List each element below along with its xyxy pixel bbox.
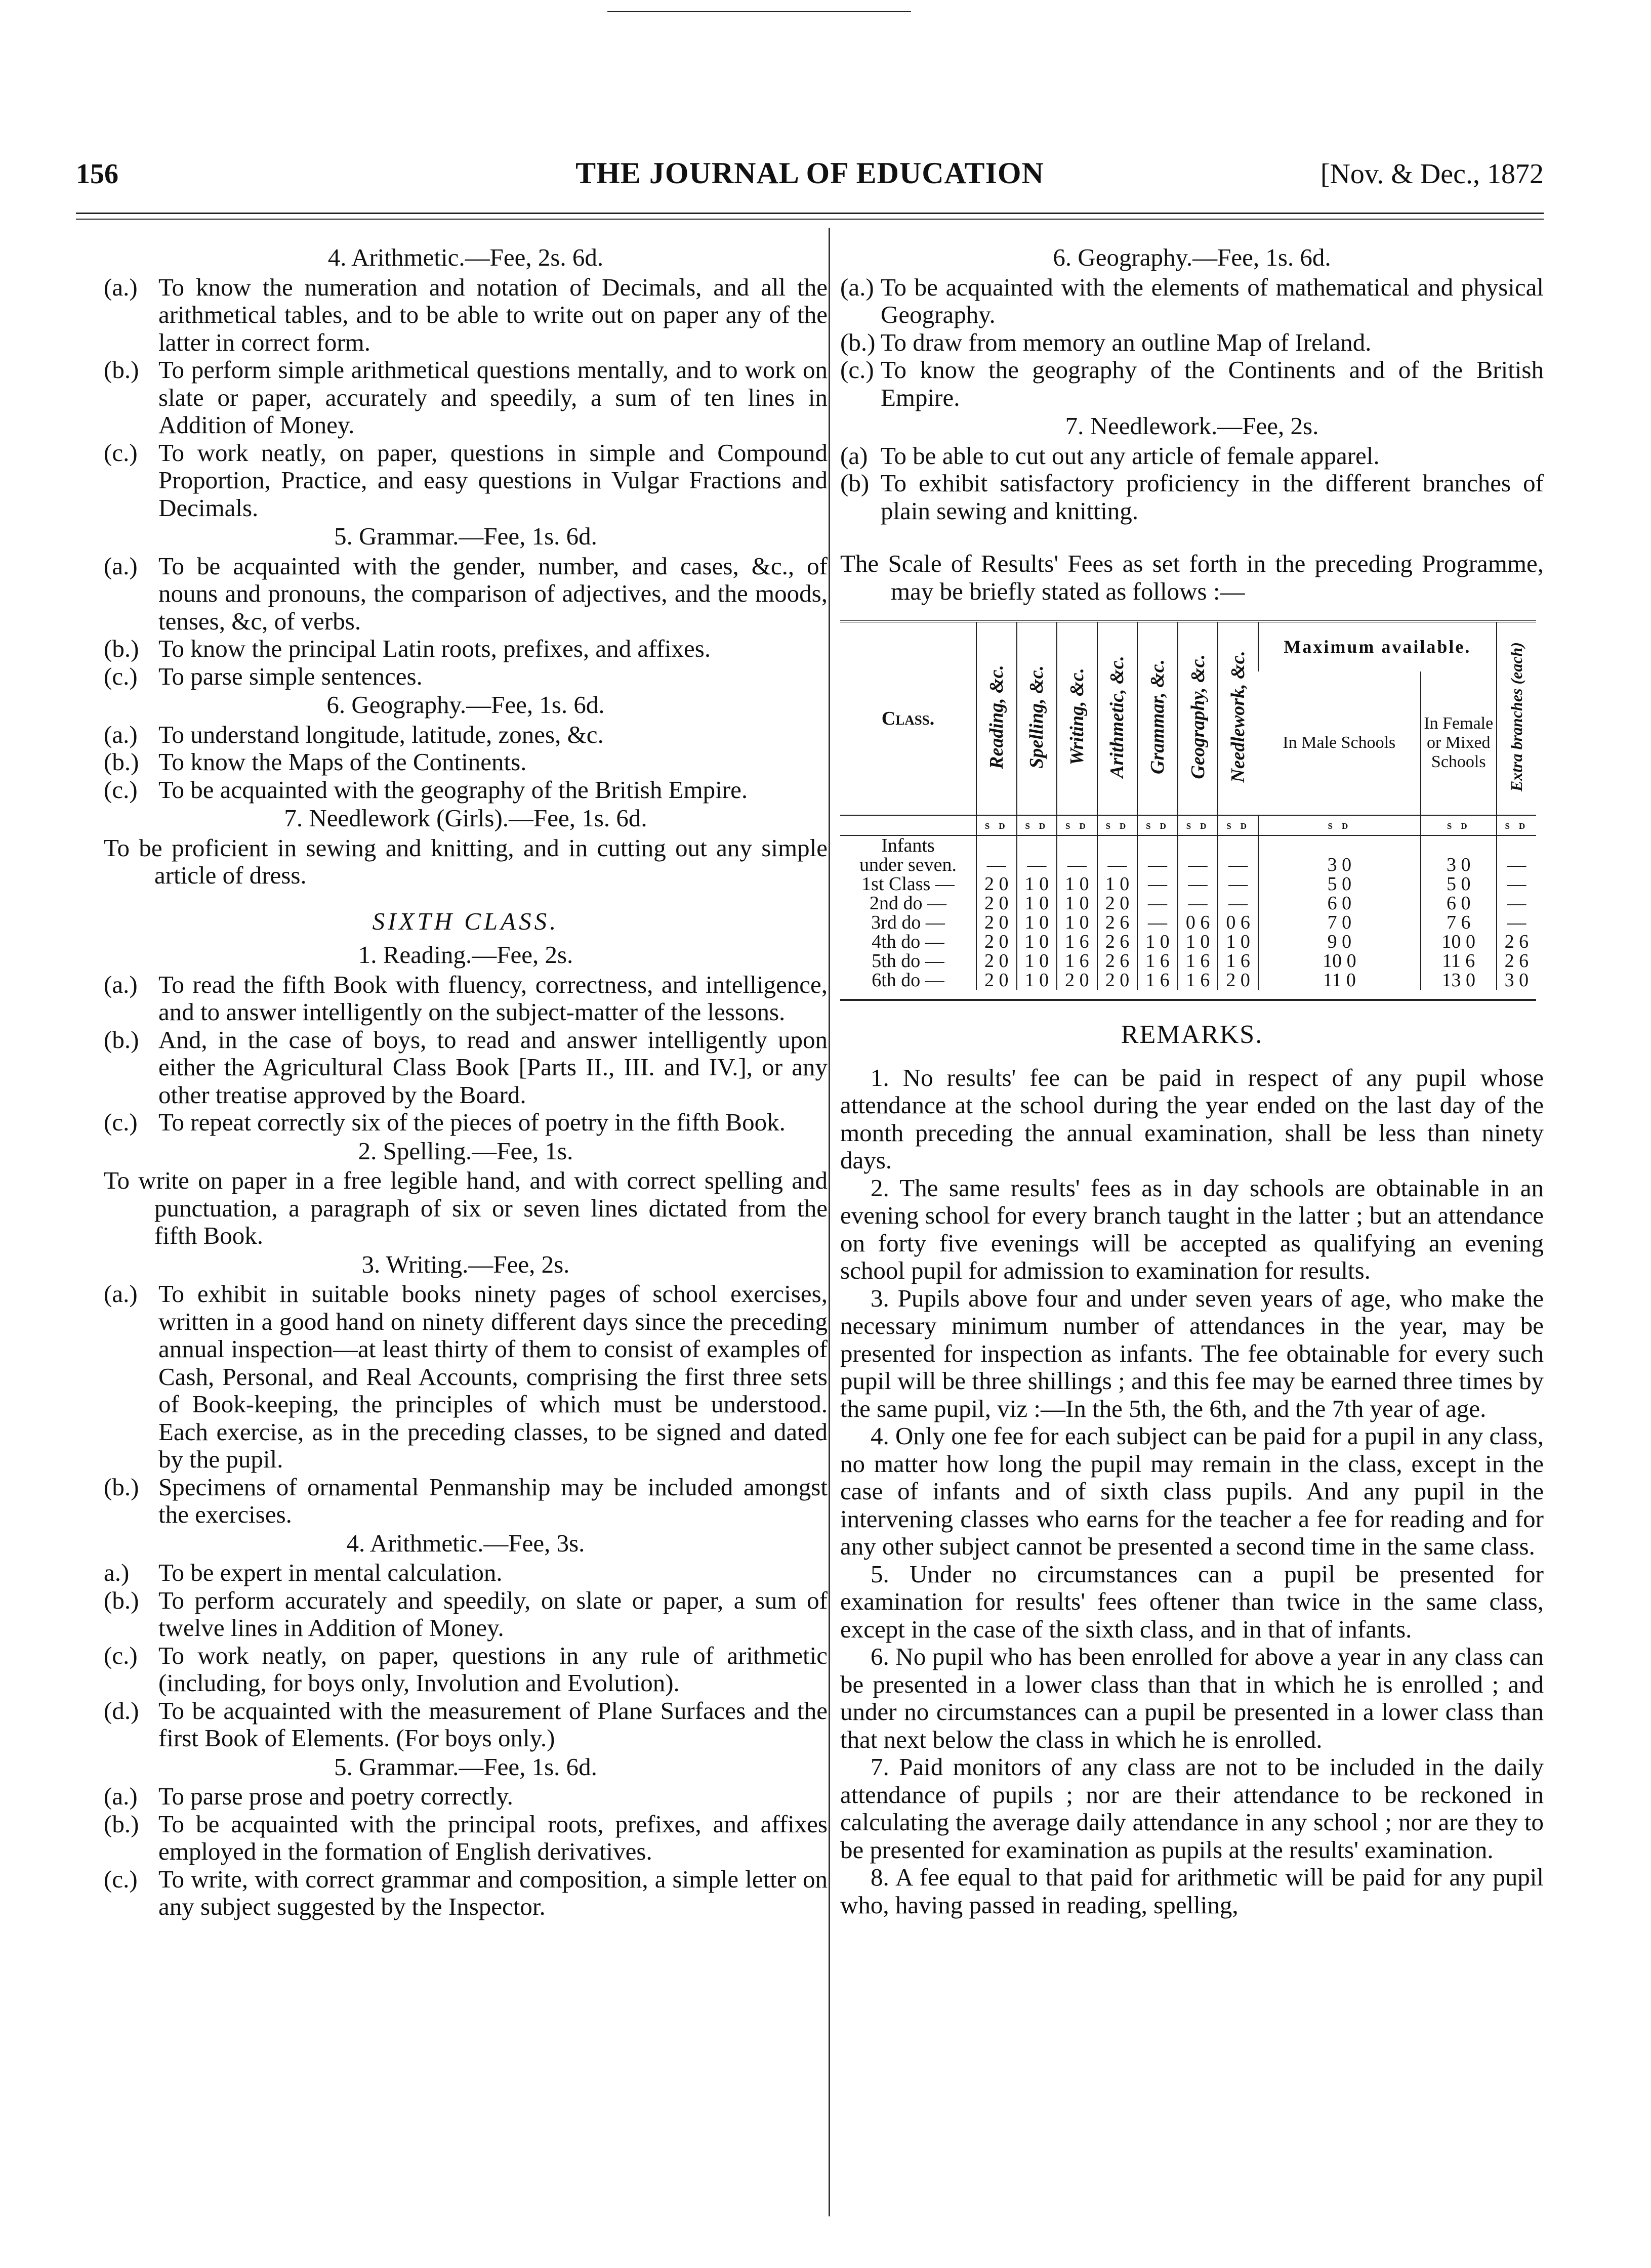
item-text: To write, with correct grammar and composition, a simple letter on any subject suggested by the Inspector. bbox=[158, 1865, 828, 1920]
table-cell: 1 0 bbox=[1057, 874, 1097, 894]
fees-table-wrap bbox=[840, 620, 1536, 1001]
paragraph: To write on paper in a free legible hand, and with correct spelling and punctuation, a paragraph of six or seven lines dictated from the fifth Book. bbox=[104, 1166, 828, 1249]
item-text: To exhibit in suitable books ninety pages of school exercises, written in a good hand on ninety different days since the preceding annual inspection—at least thirty of them to consist of examples of Cash, Personal, and Real Accounts, comprising the first three sets of Book-keeping, the principles of which must be understood. Each exercise, as in the preceding classes, to be signed and dated by the pupil. bbox=[158, 1280, 828, 1473]
table-row bbox=[840, 913, 1536, 932]
sd-header: s d bbox=[1097, 815, 1138, 835]
remark-paragraph: 7. Paid monitors of any class are not to be included in the daily attendance of pupils ; nor are their attendance to be reckoned in calculating the average daily attendance in any school ; nor are they to be presented for examination as pupils at the results' examination. bbox=[840, 1753, 1544, 1864]
table-cell: 6 0 bbox=[1258, 894, 1421, 913]
table-cell: 1 0 bbox=[1057, 894, 1097, 913]
table-cell: — bbox=[1497, 874, 1536, 894]
item-text: To parse simple sentences. bbox=[158, 662, 423, 690]
fees-table bbox=[840, 620, 1536, 990]
item-marker: (c.) bbox=[104, 662, 138, 690]
section-heading: 2. Spelling.—Fee, 1s. bbox=[358, 1137, 573, 1165]
scale-intro: The Scale of Results' Fees as set forth in the preceding Programme, may be briefly stated as follows :— bbox=[840, 550, 1544, 605]
row-class-label: Infants bbox=[881, 835, 935, 856]
remarks-title: REMARKS. bbox=[1121, 1020, 1263, 1049]
item-marker: (a.) bbox=[104, 720, 138, 748]
table-cell: 2 0 bbox=[976, 874, 1017, 894]
table-row bbox=[840, 894, 1536, 913]
item-marker: (c.) bbox=[840, 356, 874, 384]
female-header: In Female or Mixed Schools bbox=[1421, 671, 1497, 815]
list-item bbox=[104, 553, 828, 636]
list-item bbox=[104, 748, 828, 776]
table-cell: 1 0 bbox=[1097, 874, 1138, 894]
table-cell: 1 6 bbox=[1057, 932, 1097, 951]
extra-header: Extra branches (each) bbox=[1497, 621, 1536, 815]
table-row bbox=[840, 971, 1536, 990]
table-cell: 3 0 bbox=[1497, 971, 1536, 990]
table-cell: — bbox=[1097, 855, 1138, 874]
table-cell: — bbox=[1218, 855, 1258, 874]
table-cell bbox=[1137, 835, 1178, 855]
subject-header: Needlework, &c. bbox=[1218, 621, 1258, 815]
row-class-label: under seven. bbox=[859, 854, 957, 875]
sd-header: s d bbox=[1258, 815, 1421, 835]
list-item bbox=[104, 1026, 828, 1109]
table-cell bbox=[1097, 835, 1138, 855]
section-heading: 7. Needlework (Girls).—Fee, 1s. 6d. bbox=[284, 804, 647, 832]
class-header: Class. bbox=[840, 621, 976, 815]
table-cell: 5 0 bbox=[1258, 874, 1421, 894]
list-item bbox=[104, 1109, 828, 1137]
sd-header: s d bbox=[1017, 815, 1057, 835]
sd-header: s d bbox=[1218, 815, 1258, 835]
table-cell: — bbox=[976, 855, 1017, 874]
sixth-class-heading: SIXTH CLASS. bbox=[372, 907, 559, 935]
item-text: To read the fifth Book with fluency, correctness, and intelligence, and to answer intelligently on the subject-matter of the lessons. bbox=[158, 970, 828, 1026]
list-item bbox=[104, 356, 828, 439]
left-column bbox=[104, 243, 828, 1921]
table-cell: 2 0 bbox=[1218, 971, 1258, 990]
list-item bbox=[104, 1697, 828, 1752]
list-item bbox=[104, 635, 828, 663]
list-item bbox=[104, 439, 828, 522]
table-cell: 10 0 bbox=[1421, 932, 1497, 951]
table-cell bbox=[1057, 835, 1097, 855]
remark-paragraph: 5. Under no circumstances can a pupil be presented for examination for results' fees oftener than twice in the same class, except in the case of the sixth class, and in that of infants. bbox=[840, 1560, 1544, 1643]
table-row bbox=[840, 874, 1536, 894]
item-marker: (a.) bbox=[104, 273, 138, 301]
table-cell: 1 0 bbox=[1218, 932, 1258, 951]
table-cell: 6 0 bbox=[1421, 894, 1497, 913]
item-marker: (a.) bbox=[104, 1280, 138, 1308]
section-heading: 6. Geography.—Fee, 1s. 6d. bbox=[1053, 243, 1331, 271]
section-heading: 4. Arithmetic.—Fee, 2s. 6d. bbox=[327, 243, 604, 271]
table-cell: — bbox=[1178, 855, 1218, 874]
column-divider bbox=[829, 228, 830, 2216]
table-cell: 13 0 bbox=[1421, 971, 1497, 990]
table-cell: 3 0 bbox=[1421, 855, 1497, 874]
journal-title: THE JOURNAL OF EDUCATION bbox=[575, 156, 1044, 190]
item-text: To be able to cut out any article of female apparel. bbox=[881, 441, 1380, 470]
sd-header: s d bbox=[1057, 815, 1097, 835]
list-item bbox=[840, 442, 1544, 470]
row-class-label: 2nd do — bbox=[870, 893, 946, 914]
subject-header: Writing, &c. bbox=[1057, 621, 1097, 815]
table-cell: 1 0 bbox=[1017, 874, 1057, 894]
table-cell: — bbox=[1178, 874, 1218, 894]
item-marker: a.) bbox=[104, 1559, 130, 1586]
table-cell: 1 0 bbox=[1017, 913, 1057, 932]
section-heading: 7. Needlework.—Fee, 2s. bbox=[1065, 412, 1319, 440]
table-cell: 1 0 bbox=[1017, 971, 1057, 990]
table-cell: 0 6 bbox=[1178, 913, 1218, 932]
item-text: To parse prose and poetry correctly. bbox=[158, 1782, 513, 1810]
table-cell: — bbox=[1137, 894, 1178, 913]
item-marker: (b.) bbox=[104, 1473, 139, 1501]
item-text: To draw from memory an outline Map of Ireland. bbox=[881, 328, 1372, 356]
list-item bbox=[840, 274, 1544, 329]
table-cell: 1 6 bbox=[1178, 951, 1218, 971]
table-cell: 7 0 bbox=[1258, 913, 1421, 932]
fees-table-body bbox=[840, 835, 1536, 990]
section-heading: 5. Grammar.—Fee, 1s. 6d. bbox=[334, 1752, 597, 1781]
list-item bbox=[104, 1866, 828, 1921]
table-row bbox=[840, 932, 1536, 951]
section-heading: 4. Arithmetic.—Fee, 3s. bbox=[346, 1529, 585, 1557]
item-marker: (a.) bbox=[104, 970, 138, 998]
table-cell bbox=[976, 835, 1017, 855]
item-text: To exhibit satisfactory proficiency in the different branches of plain sewing and knitting. bbox=[881, 469, 1544, 525]
item-marker: (b.) bbox=[104, 356, 139, 384]
remark-paragraph: 1. No results' fee can be paid in respect of any pupil whose attendance at the school during the year ended on the last day of the month preceding the annual examination, shall be less than ninety days. bbox=[840, 1063, 1544, 1174]
top-rule bbox=[607, 11, 911, 12]
list-item bbox=[104, 971, 828, 1026]
row-class-label: 4th do — bbox=[872, 931, 944, 952]
sd-header-blank bbox=[840, 815, 976, 835]
section-heading: 3. Writing.—Fee, 2s. bbox=[361, 1250, 570, 1278]
item-text: To be acquainted with the measurement of Plane Surfaces and the first Book of Elements. (For boys only.) bbox=[158, 1696, 828, 1752]
table-cell: 1 0 bbox=[1178, 932, 1218, 951]
item-text: To perform simple arithmetical questions mentally, and to work on slate or paper, accurately and speedily, a sum of ten lines in Addition of Money. bbox=[158, 356, 828, 439]
sd-header: s d bbox=[1178, 815, 1218, 835]
table-cell: — bbox=[1017, 855, 1057, 874]
item-text: To perform accurately and speedily, on slate or paper, a sum of twelve lines in Addition of Money. bbox=[158, 1586, 828, 1642]
subject-header: Grammar, &c. bbox=[1137, 621, 1178, 815]
item-marker: (b.) bbox=[104, 1810, 139, 1838]
row-class-label: 5th do — bbox=[872, 950, 944, 972]
table-cell: 2 0 bbox=[976, 913, 1017, 932]
table-cell: 1 6 bbox=[1218, 951, 1258, 971]
item-marker: (c.) bbox=[104, 1108, 138, 1136]
item-text: To be acquainted with the gender, number, and cases, &c., of nouns and pronouns, the comparison of adjectives, and the moods, tenses, &c, of verbs. bbox=[158, 552, 828, 635]
sd-header: s d bbox=[1497, 815, 1536, 835]
list-item bbox=[104, 721, 828, 749]
item-text: To know the principal Latin roots, prefixes, and affixes. bbox=[158, 635, 711, 662]
table-cell: — bbox=[1178, 894, 1218, 913]
remark-paragraph: 6. No pupil who has been enrolled for above a year in any class can be presented in a lower class than that in which he is enrolled ; and under no circumstances can a pupil be presented in a lower class than that next below the class in which he is enrolled. bbox=[840, 1643, 1544, 1753]
table-row bbox=[840, 951, 1536, 971]
item-marker: (a.) bbox=[840, 273, 874, 301]
remark-paragraph: 8. A fee equal to that paid for arithmetic will be paid for any pupil who, having passed in reading, spelling, bbox=[840, 1863, 1544, 1919]
table-cell: 2 6 bbox=[1097, 932, 1138, 951]
table-cell: 1 0 bbox=[1017, 894, 1057, 913]
item-marker: (c.) bbox=[104, 775, 138, 804]
table-cell: — bbox=[1218, 894, 1258, 913]
item-text: Specimens of ornamental Penmanship may be included amongst the exercises. bbox=[158, 1473, 828, 1528]
item-text: To be expert in mental calculation. bbox=[158, 1559, 503, 1586]
item-text: To be acquainted with the principal roots, prefixes, and affixes employed in the formation of English derivatives. bbox=[158, 1810, 828, 1865]
row-class-label: 6th do — bbox=[872, 970, 944, 991]
table-cell: 2 0 bbox=[976, 951, 1017, 971]
header-rule-2 bbox=[76, 219, 1544, 220]
table-cell: 1 6 bbox=[1057, 951, 1097, 971]
issue-date: [Nov. & Dec., 1872 bbox=[1320, 158, 1544, 190]
table-cell: 2 6 bbox=[1497, 951, 1536, 971]
item-marker: (c.) bbox=[104, 1865, 138, 1893]
item-marker: (b.) bbox=[104, 748, 139, 776]
list-item bbox=[104, 1280, 828, 1474]
table-cell: 2 0 bbox=[1057, 971, 1097, 990]
table-cell: 1 0 bbox=[1017, 932, 1057, 951]
section-heading: 6. Geography.—Fee, 1s. 6d. bbox=[326, 691, 605, 719]
row-class-label: 1st Class — bbox=[861, 873, 955, 895]
subject-header: Reading, &c. bbox=[976, 621, 1017, 815]
table-cell bbox=[1497, 835, 1536, 855]
table-cell: 2 6 bbox=[1097, 913, 1138, 932]
table-cell: 11 0 bbox=[1258, 971, 1421, 990]
subject-header: Spelling, &c. bbox=[1017, 621, 1057, 815]
sd-header: s d bbox=[976, 815, 1017, 835]
item-marker: (b.) bbox=[104, 1586, 139, 1614]
table-cell: 2 6 bbox=[1097, 951, 1138, 971]
table-cell: 1 6 bbox=[1137, 951, 1178, 971]
item-marker: (c.) bbox=[104, 438, 138, 467]
remark-paragraph: 4. Only one fee for each subject can be paid for a pupil in any class, no matter how long the pupil may remain in the class, except in the case of infants and of sixth class pupils. And any pupil in the intervening classes who earns for the teacher a fee for reading and for any other subject cannot be presented a second time in the same class. bbox=[840, 1422, 1544, 1560]
table-cell: 1 0 bbox=[1137, 932, 1178, 951]
list-item bbox=[104, 1783, 828, 1811]
table-cell: 7 6 bbox=[1421, 913, 1497, 932]
remark-paragraph: 2. The same results' fees as in day schools are obtainable in an evening school for every branch taught in the latter ; but an attendance on forty five evenings will be accepted as qualifying an evening school pupil for admission to examination for results. bbox=[840, 1173, 1544, 1284]
table-row bbox=[840, 855, 1536, 874]
table-cell: — bbox=[1137, 874, 1178, 894]
table-cell: 1 6 bbox=[1137, 971, 1178, 990]
table-cell: 2 6 bbox=[1497, 932, 1536, 951]
list-item bbox=[104, 274, 828, 357]
item-text: To understand longitude, latitude, zones, &c. bbox=[158, 720, 604, 748]
item-marker: (b.) bbox=[840, 328, 876, 356]
sd-header: s d bbox=[1137, 815, 1178, 835]
table-cell: 2 0 bbox=[976, 932, 1017, 951]
page-number: 156 bbox=[76, 158, 118, 190]
table-cell: 9 0 bbox=[1258, 932, 1421, 951]
list-item bbox=[104, 1642, 828, 1697]
table-row bbox=[840, 835, 1536, 855]
item-marker: (b.) bbox=[104, 1025, 139, 1054]
table-cell: 11 6 bbox=[1421, 951, 1497, 971]
list-item bbox=[104, 1811, 828, 1866]
item-text: To be acquainted with the geography of the British Empire. bbox=[158, 775, 748, 804]
table-cell: 2 0 bbox=[976, 971, 1017, 990]
list-item bbox=[840, 329, 1544, 357]
remark-paragraph: 3. Pupils above four and under seven years of age, who make the necessary minimum number of attendances in the year, may be presented for inspection as infants. The fee obtainable for every such pupil will be three shillings ; and this fee may be earned three times by the same pupil, viz :—In the 5th, the 6th, and the 7th year of age. bbox=[840, 1284, 1544, 1422]
item-marker: (a) bbox=[840, 441, 868, 470]
list-item bbox=[840, 356, 1544, 411]
list-item bbox=[104, 1474, 828, 1529]
table-cell: 2 0 bbox=[976, 894, 1017, 913]
right-column bbox=[840, 243, 1544, 1919]
page-header bbox=[76, 152, 1544, 197]
subject-header: Arithmetic, &c. bbox=[1097, 621, 1138, 815]
item-marker: (d.) bbox=[104, 1696, 139, 1725]
list-item bbox=[104, 776, 828, 804]
section-heading: 5. Grammar.—Fee, 1s. 6d. bbox=[334, 522, 597, 550]
table-bottom-rule bbox=[840, 999, 1536, 1001]
table-cell: 5 0 bbox=[1421, 874, 1497, 894]
table-cell: — bbox=[1137, 855, 1178, 874]
table-cell: 10 0 bbox=[1258, 951, 1421, 971]
list-item bbox=[840, 470, 1544, 525]
table-cell: — bbox=[1218, 874, 1258, 894]
table-cell: 2 0 bbox=[1097, 894, 1138, 913]
table-cell bbox=[1421, 835, 1497, 855]
table-cell: — bbox=[1497, 855, 1536, 874]
table-cell: 1 0 bbox=[1057, 913, 1097, 932]
table-cell: 2 0 bbox=[1097, 971, 1138, 990]
table-cell: 0 6 bbox=[1218, 913, 1258, 932]
item-marker: (a.) bbox=[104, 1782, 138, 1810]
row-class-label: 3rd do — bbox=[871, 912, 945, 933]
section-heading: 1. Reading.—Fee, 2s. bbox=[358, 941, 573, 969]
item-marker: (a.) bbox=[104, 552, 138, 580]
table-cell: 1 0 bbox=[1017, 951, 1057, 971]
table-cell bbox=[1178, 835, 1218, 855]
male-header: In Male Schools bbox=[1283, 733, 1396, 752]
list-item bbox=[104, 663, 828, 691]
table-cell: — bbox=[1497, 913, 1536, 932]
item-text: To know the geography of the Continents and of the British Empire. bbox=[881, 356, 1544, 411]
list-item bbox=[104, 1559, 828, 1587]
item-text: To know the Maps of the Continents. bbox=[158, 748, 527, 776]
item-text: And, in the case of boys, to read and answer intelligently upon either the Agricultural Class Book [Parts II., III. and IV.], or any other treatise approved by the Board. bbox=[158, 1025, 828, 1109]
table-cell bbox=[1218, 835, 1258, 855]
item-marker: (c.) bbox=[104, 1641, 138, 1669]
item-text: To work neatly, on paper, questions in simple and Compound Proportion, Practice, and easy questions in Vulgar Fractions and Decimals. bbox=[158, 438, 828, 522]
item-text: To repeat correctly six of the pieces of poetry in the fifth Book. bbox=[158, 1108, 786, 1136]
table-cell: — bbox=[1137, 913, 1178, 932]
table-cell: 3 0 bbox=[1258, 855, 1421, 874]
max-header: Maximum available. bbox=[1258, 621, 1497, 671]
item-text: To work neatly, on paper, questions in any rule of arithmetic (including, for boys only, Involution and Evolution). bbox=[158, 1641, 828, 1697]
paragraph: To be proficient in sewing and knitting, and in cutting out any simple article of dress. bbox=[104, 833, 828, 889]
sd-header: s d bbox=[1421, 815, 1497, 835]
table-cell bbox=[1017, 835, 1057, 855]
table-cell: — bbox=[1057, 855, 1097, 874]
subject-header: Geography, &c. bbox=[1178, 621, 1218, 815]
list-item bbox=[104, 1587, 828, 1642]
table-cell: — bbox=[1497, 894, 1536, 913]
item-text: To be acquainted with the elements of mathematical and physical Geography. bbox=[881, 273, 1544, 328]
item-text: To know the numeration and notation of Decimals, and all the arithmetical tables, and to be able to write out on paper any of the latter in correct form. bbox=[158, 273, 828, 356]
item-marker: (b.) bbox=[104, 635, 139, 662]
item-marker: (b) bbox=[840, 469, 870, 497]
table-cell: 1 6 bbox=[1178, 971, 1218, 990]
table-cell bbox=[1258, 835, 1421, 855]
header-rule-1 bbox=[76, 213, 1544, 214]
